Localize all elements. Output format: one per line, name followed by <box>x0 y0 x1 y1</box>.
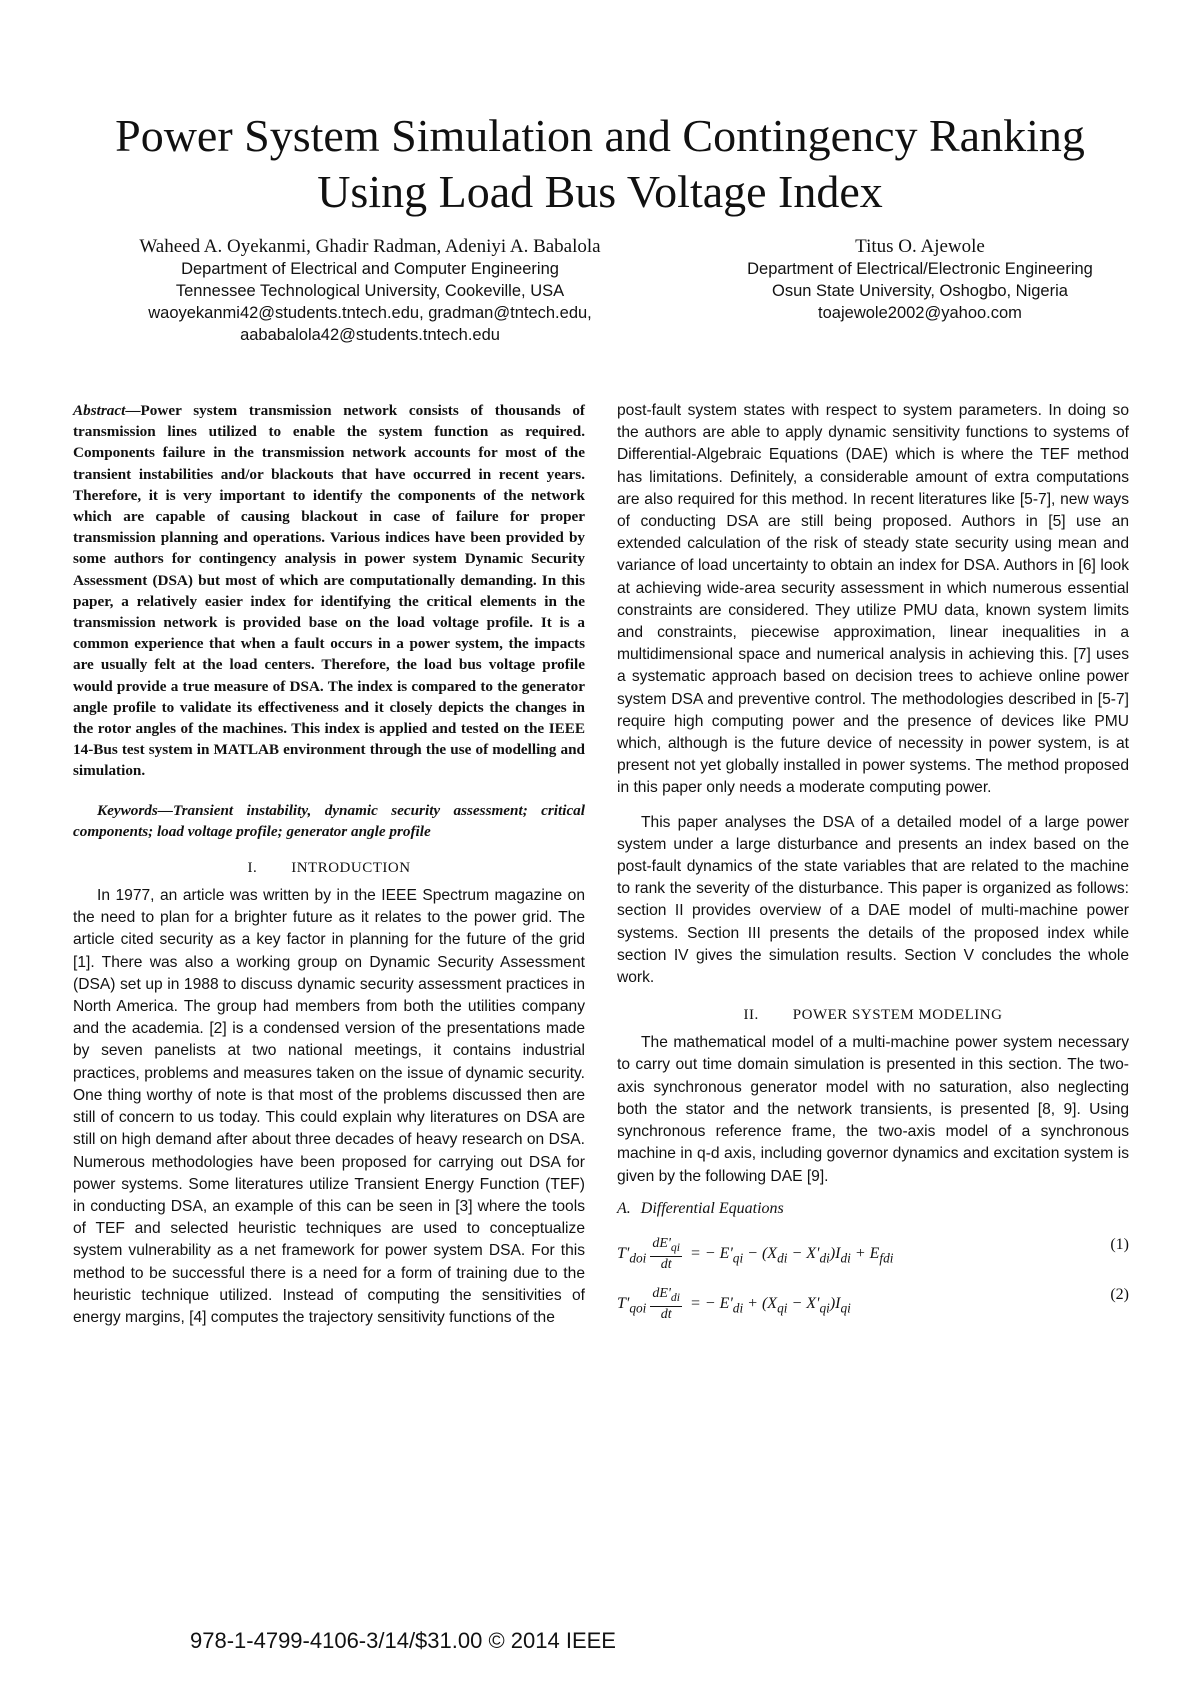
equation-2-number: (2) <box>1110 1285 1129 1303</box>
author-names: Titus O. Ajewole <box>855 236 985 257</box>
right-column <box>617 400 1129 1324</box>
section-title: INTRODUCTION <box>291 860 411 877</box>
section-heading-introduction <box>73 860 585 877</box>
equation-2 <box>617 1274 1129 1320</box>
abstract-text: —Power system transmission network consists of thousands of transmission lines utilized to enable the system function as required. Components failure in the transmission network accounts for most of the transient instabilities and/or blackouts that have occurred in recent years. Therefore, it is very important to identify the components of the network which are capable of causing blackout in case of failure for proper transmission planning and operations. Various indices have been provided by some authors for contingency analysis in power system Dynamic Security Assessment (DSA) but most of which are computationally demanding. In this paper, a relatively easier index for identifying the critical elements in the transmission network is provided base on the load voltage profile. It is a common experience that when a fault occurs in a power system, the impacts are usually felt at the load centers. Therefore, the load bus voltage profile would provide a true measure of DSA. The index is compared to the generator angle profile to validate its effectiveness and it closely depicts the changes in the rotor angles of the machines. This index is applied and tested on the IEEE 14-Bus test system in MATLAB environment through the use of modelling and simulation. <box>73 402 585 780</box>
equation-1-number: (1) <box>1110 1235 1129 1253</box>
section-title: POWER SYSTEM MODELING <box>792 1007 1003 1024</box>
equation-1-expression: $T'_{doi}$ $\frac{dE'_{qi}}{dt}$ = − $E'_{qi} - (X_{di} - X'_{di})I_{di} + E_{fdi}$ <box>617 1235 894 1272</box>
subsection-letter: A. <box>617 1199 631 1217</box>
subsection-heading <box>617 1200 1129 1218</box>
paper-title <box>60 108 1140 220</box>
intro-paragraph-2: This paper analyses the DSA of a detailed model of a large power system under a large disturbance and presents an index based on the post-fault dynamics of the state variables that are related to the machine to rank the severity of the disturbance. This paper is organized as follows: section II provides overview of a DAE model of multi-machine power systems. Section III presents the details of the proposed index while section IV gives the simulation results. Section V concludes the whole work. <box>617 813 1129 987</box>
author-department: Department of Electrical and Computer Engineering <box>181 260 559 278</box>
author-department: Department of Electrical/Electronic Engineering <box>747 260 1093 278</box>
subsection-title: Differential Equations <box>640 1199 784 1217</box>
modeling-paragraph-1: The mathematical model of a multi-machine power system necessary to carry out time domain simulation is presented in this section. The two-axis synchronous generator model with no saturation, also neglecting both the stator and the network transients, is presented [8, 9]. Using synchronous reference frame, the two-axis model of a synchronous machine in q-d axis, including governor dynamics and excitation system is given by the following DAE [9]. <box>617 1034 1129 1185</box>
author-institution: Osun State University, Oshogbo, Nigeria <box>772 282 1068 300</box>
left-column <box>73 400 585 1329</box>
keywords: Keywords—Transient instability, dynamic security assessment; critical components; load voltage profile; generator angle profile <box>73 801 585 840</box>
abstract <box>73 400 585 782</box>
intro-paragraph-1: In 1977, an article was written by in the IEEE Spectrum magazine on the need to plan for a brighter future as it relates to the power grid. The article cited security as a key factor in planning for the future of the grid [1]. There was also a working group on Dynamic Security Assessment (DSA) set up in 1988 to discuss dynamic security assessment practices in North America. The group had members from both the utilities company and the academia. [2] is a condensed version of the presentations made by seven panelists at two national meetings, it contains industrial practices, problems and measures taken on the issue of dynamic security. One thing worthy of note is that most of the problems discussed then are still of concern to us today. This could explain why literatures on DSA are still on high demand after about three decades of heavy research on DSA. Numerous methodologies have been proposed for carrying out DSA for power systems. Some literatures utilize Transient Energy Function (TEF) in conducting DSA, an example of this can be seen in [3] where the tools of TEF and selected heuristic techniques are used to conceptualize system vulnerability as a net framework for power system DSA. For this method to be successful there is a need for a form of training due to the heuristic technique utilized. Instead of computing the sensitivities of energy margins, [4] computes the trajectory sensitivity functions of the <box>73 887 585 1326</box>
intro-paragraph-1-continued: post-fault system states with respect to system parameters. In doing so the authors are able to apply dynamic sensitivity functions to systems of Differential-Algebraic Equations (DAE) which is where the TEF method has limitations. Definitely, a considerable amount of extra computations are also required for this method. In recent literatures like [5-7], new ways of conducting DSA are still being proposed. Authors in [5] use an extended calculation of the risk of steady state security using mean and variance of load uncertainty to obtain an index for DSA. Authors in [6] look at achieving wide-area security assessment in which numerous essential constraints are considered. They utilize PMU data, known system limits and constraints, piecewise approximation, linear inequalities in a multidimensional space and numerical analysis in achieving this. [7] uses a systematic approach based on decision trees to achieve online power system DSA and preventive control. The methodologies described in [5-7] require high computing power and the presence of devices like PMU which, although is the future device of necessity in power system, is at present not yet globally installed in power systems. The method proposed in this paper only needs a moderate computing power. <box>617 402 1129 797</box>
copyright-footer: 978-1-4799-4106-3/14/$31.00 © 2014 IEEE <box>190 1628 616 1653</box>
title-line-2: Using Load Bus Voltage Index <box>317 166 883 217</box>
author-email: toajewole2002@yahoo.com <box>818 304 1022 322</box>
author-block-right <box>690 236 1150 324</box>
equation-1 <box>617 1224 1129 1270</box>
section-heading-power-system-modeling <box>617 1007 1129 1024</box>
author-names: Waheed A. Oyekanmi, Ghadir Radman, Adeniyi A. Babalola <box>139 236 601 257</box>
abstract-lead: Abstract <box>73 402 126 419</box>
section-number: II. <box>743 1007 759 1024</box>
title-line-1: Power System Simulation and Contingency Ranking <box>115 110 1085 161</box>
section-number: I. <box>247 860 258 877</box>
equation-2-expression: $T'_{qoi}$ $\frac{dE'_{di}}{dt}$ = − $E'_{di} + (X_{qi} - X'_{qi})I_{qi}$ <box>617 1285 851 1322</box>
author-emails-2: aababalola42@students.tntech.edu <box>240 326 500 344</box>
author-institution: Tennessee Technological University, Cookeville, USA <box>175 282 565 300</box>
author-block-left <box>70 236 670 346</box>
author-emails: waoyekanmi42@students.tntech.edu, gradman@tntech.edu, <box>148 304 592 322</box>
